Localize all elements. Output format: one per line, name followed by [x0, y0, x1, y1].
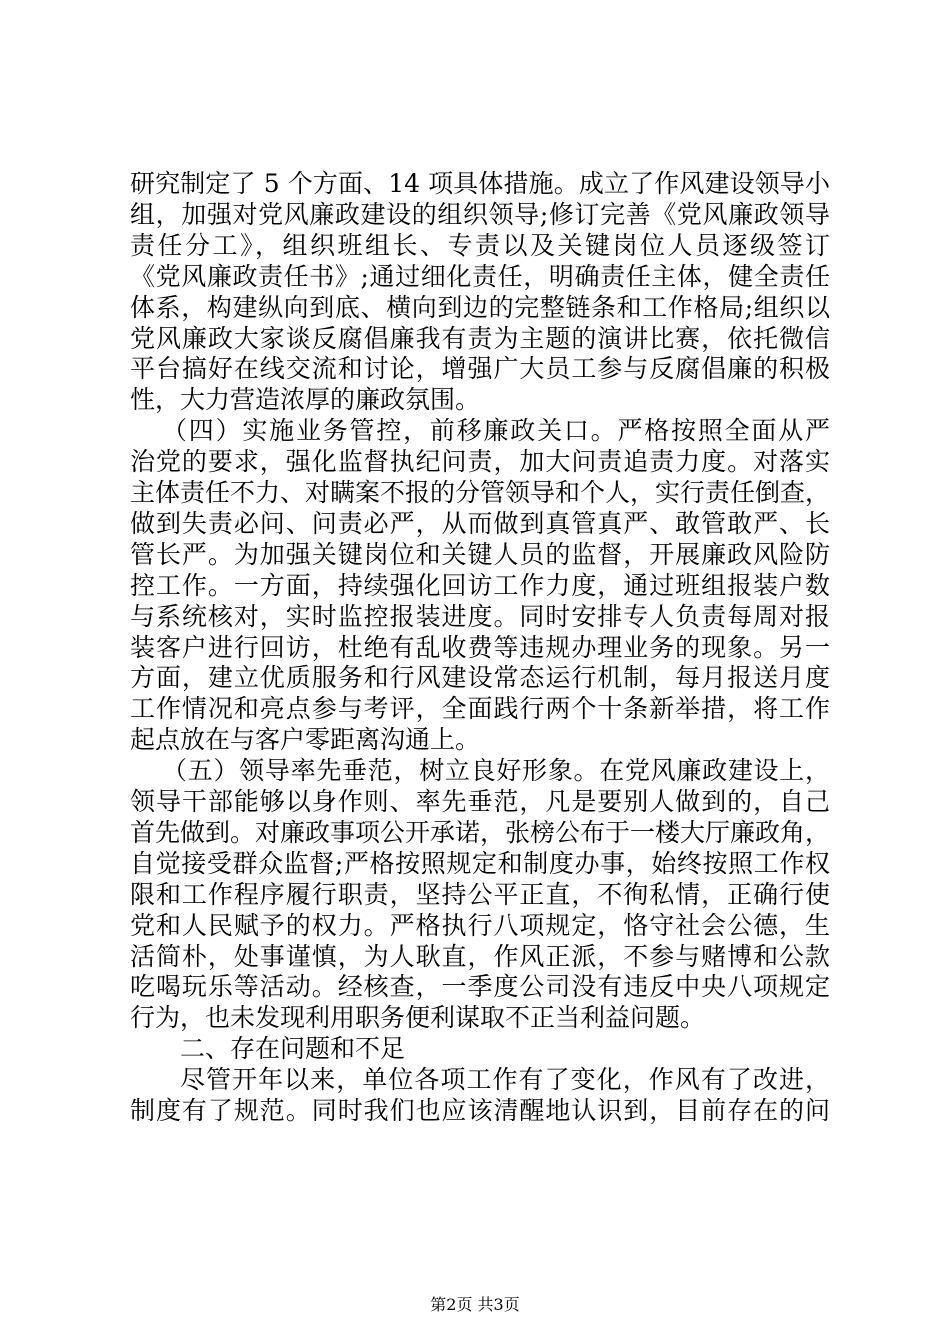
body-text-line: 制度有了规范。同时我们也应该清醒地认识到，目前存在的问: [130, 1096, 830, 1125]
body-text-line: 吃喝玩乐等活动。经核查，一季度公司没有违反中央八项规定: [130, 972, 830, 1001]
body-text-line: 责任分工》，组织班组长、专责以及关键岗位人员逐级签订: [130, 231, 830, 260]
section-heading-line: （四）实施业务管控，前移廉政关口。严格按照全面从严: [162, 416, 830, 445]
body-text-line: 研究制定了 5 个方面、14 项具体措施。成立了作风建设领导小: [130, 169, 830, 198]
body-text-line: 方面，建立优质服务和行风建设常态运行机制，每月报送月度: [130, 663, 830, 692]
body-text-line: 工作情况和亮点参与考评，全面践行两个十条新举措，将工作: [130, 694, 830, 723]
body-text-line: 活简朴，处事谨慎，为人耿直，作风正派，不参与赌博和公款: [130, 942, 830, 971]
body-text-line: 党和人民赋予的权力。严格执行八项规定，恪守社会公德，生: [130, 911, 830, 940]
body-text-line: 限和工作程序履行职责，坚持公平正直，不徇私情，正确行使: [130, 880, 830, 909]
section-heading: 二、存在问题和不足: [180, 1034, 406, 1063]
body-text-line: 做到失责必问、问责必严，从而做到真管真严、敢管敢严、长: [130, 509, 830, 538]
body-text-line: 党风廉政大家谈反腐倡廉我有责为主题的演讲比赛，依托微信: [130, 324, 830, 353]
body-text-line: 尽管开年以来，单位各项工作有了变化，作风有了改进，: [180, 1065, 830, 1094]
page-footer: 第2页 共3页: [430, 1295, 520, 1314]
body-text-line: 治党的要求，强化监督执纪问责，加大问责追责力度。对落实: [130, 447, 830, 476]
body-text-line: 管长严。为加强关键岗位和关键人员的监督，开展廉政风险防: [130, 540, 830, 569]
body-text-line: 组，加强对党风廉政建设的组织领导;修订完善《党风廉政领导: [130, 200, 830, 229]
body-text-line: 主体责任不力、对瞒案不报的分管领导和个人，实行责任倒查，: [130, 478, 831, 507]
section-heading-line: （五）领导率先垂范，树立良好形象。在党风廉政建设上，: [162, 756, 830, 785]
body-text-line: 性，大力营造浓厚的廉政氛围。: [130, 385, 481, 414]
body-text-line: 行为，也未发现利用职务便利谋取不正当利益问题。: [130, 1003, 706, 1032]
body-text-line: 自觉接受群众监督;严格按照规定和制度办事，始终按照工作权: [130, 849, 830, 878]
body-text-line: 与系统核对，实时监控报装进度。同时安排专人负责每周对报: [130, 602, 830, 631]
body-text-line: 平台搞好在线交流和讨论，增强广大员工参与反腐倡廉的积极: [130, 354, 830, 383]
body-text-line: 起点放在与客户零距离沟通上。: [130, 725, 481, 754]
body-text-line: 装客户进行回访，杜绝有乱收费等违规办理业务的现象。另一: [130, 633, 830, 662]
body-text-line: 《党风廉政责任书》;通过细化责任，明确责任主体，健全责任: [130, 262, 830, 291]
body-text-line: 领导干部能够以身作则、率先垂范，凡是要别人做到的，自己: [130, 787, 830, 816]
body-text-line: 控工作。一方面，持续强化回访工作力度，通过班组报装户数: [130, 571, 830, 600]
body-text-line: 体系，构建纵向到底、横向到边的完整链条和工作格局;组织以: [130, 293, 830, 322]
body-text-line: 首先做到。对廉政事项公开承诺，张榜公布于一楼大厅廉政角，: [130, 818, 831, 847]
